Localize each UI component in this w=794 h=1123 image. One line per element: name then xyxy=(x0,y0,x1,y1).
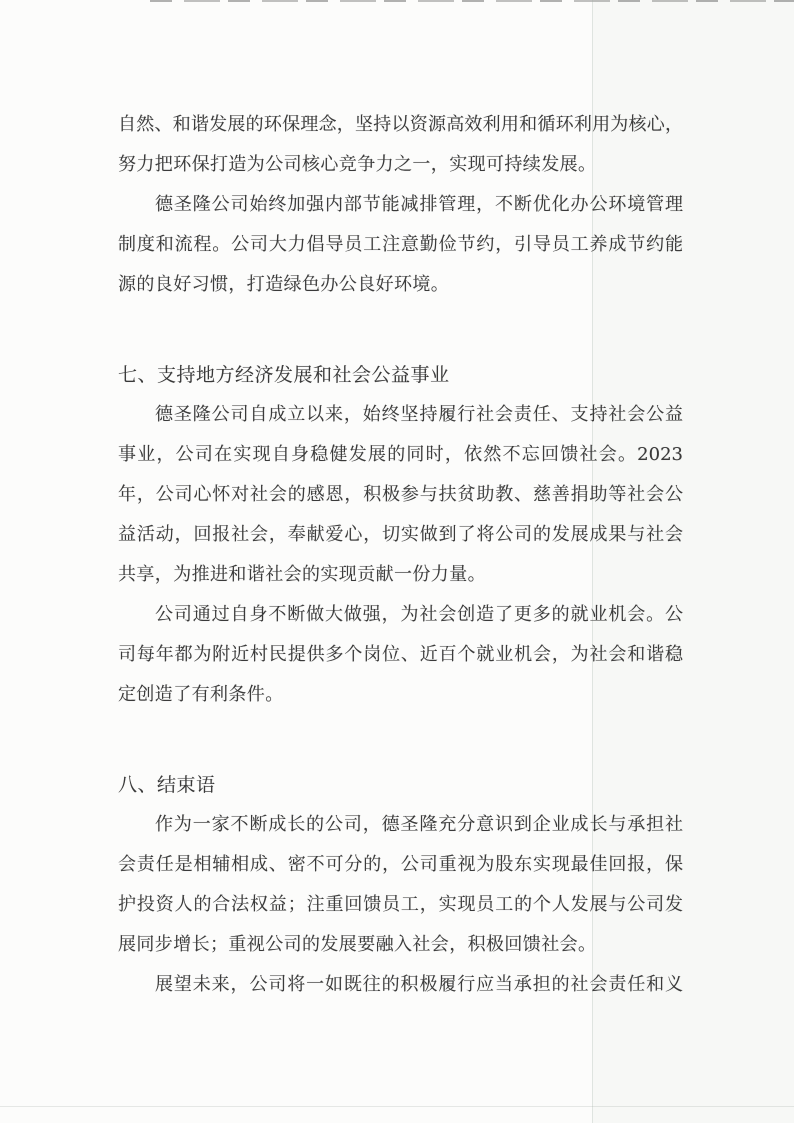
text-line: 展同步增长；重视公司的发展要融入社会，积极回馈社会。 xyxy=(118,934,597,955)
text-line: 自然、和谐发展的环保理念，坚持以资源高效利用和循环利用为核心， xyxy=(118,114,683,135)
text-line: 护投资人的合法权益；注重回馈员工，实现员工的个人发展与公司发 xyxy=(118,894,683,915)
text-line: 公司通过自身不断做大做强，为社会创造了更多的就业机会。公 xyxy=(155,604,683,625)
text-line: 年，公司心怀对社会的感恩，积极参与扶贫助教、慈善捐助等社会公 xyxy=(118,484,683,505)
text-line: 司每年都为附近村民提供多个岗位、近百个就业机会，为社会和谐稳 xyxy=(118,644,683,665)
text-line: 德圣隆公司始终加强内部节能减排管理，不断优化办公环境管理 xyxy=(155,194,683,215)
section-heading: 七、支持地方经济发展和社会公益事业 xyxy=(118,364,450,386)
text-line: 共享，为推进和谐社会的实现贡献一份力量。 xyxy=(118,564,486,585)
section-heading: 八、结束语 xyxy=(118,774,216,796)
scan-bottom-edge-artifact xyxy=(0,1106,794,1107)
text-column xyxy=(118,105,683,1005)
text-line: 事业，公司在实现自身稳健发展的同时，依然不忘回馈社会。2023 xyxy=(118,444,683,465)
text-line: 源的良好习惯，打造绿色办公良好环境。 xyxy=(118,274,450,295)
text-line: 作为一家不断成长的公司，德圣隆充分意识到企业成长与承担社 xyxy=(155,814,683,835)
text-line: 制度和流程。公司大力倡导员工注意勤俭节约，引导员工养成节约能 xyxy=(118,234,683,255)
text-line: 努力把环保打造为公司核心竞争力之一，实现可持续发展。 xyxy=(118,154,597,175)
text-line: 会责任是相辅相成、密不可分的，公司重视为股东实现最佳回报，保 xyxy=(118,854,683,875)
text-line: 展望未来，公司将一如既往的积极履行应当承担的社会责任和义 xyxy=(155,974,683,995)
text-line: 德圣隆公司自成立以来，始终坚持履行社会责任、支持社会公益 xyxy=(155,404,683,425)
text-line: 定创造了有利条件。 xyxy=(118,684,284,705)
text-line: 益活动，回报社会，奉献爱心，切实做到了将公司的发展成果与社会 xyxy=(118,524,683,545)
